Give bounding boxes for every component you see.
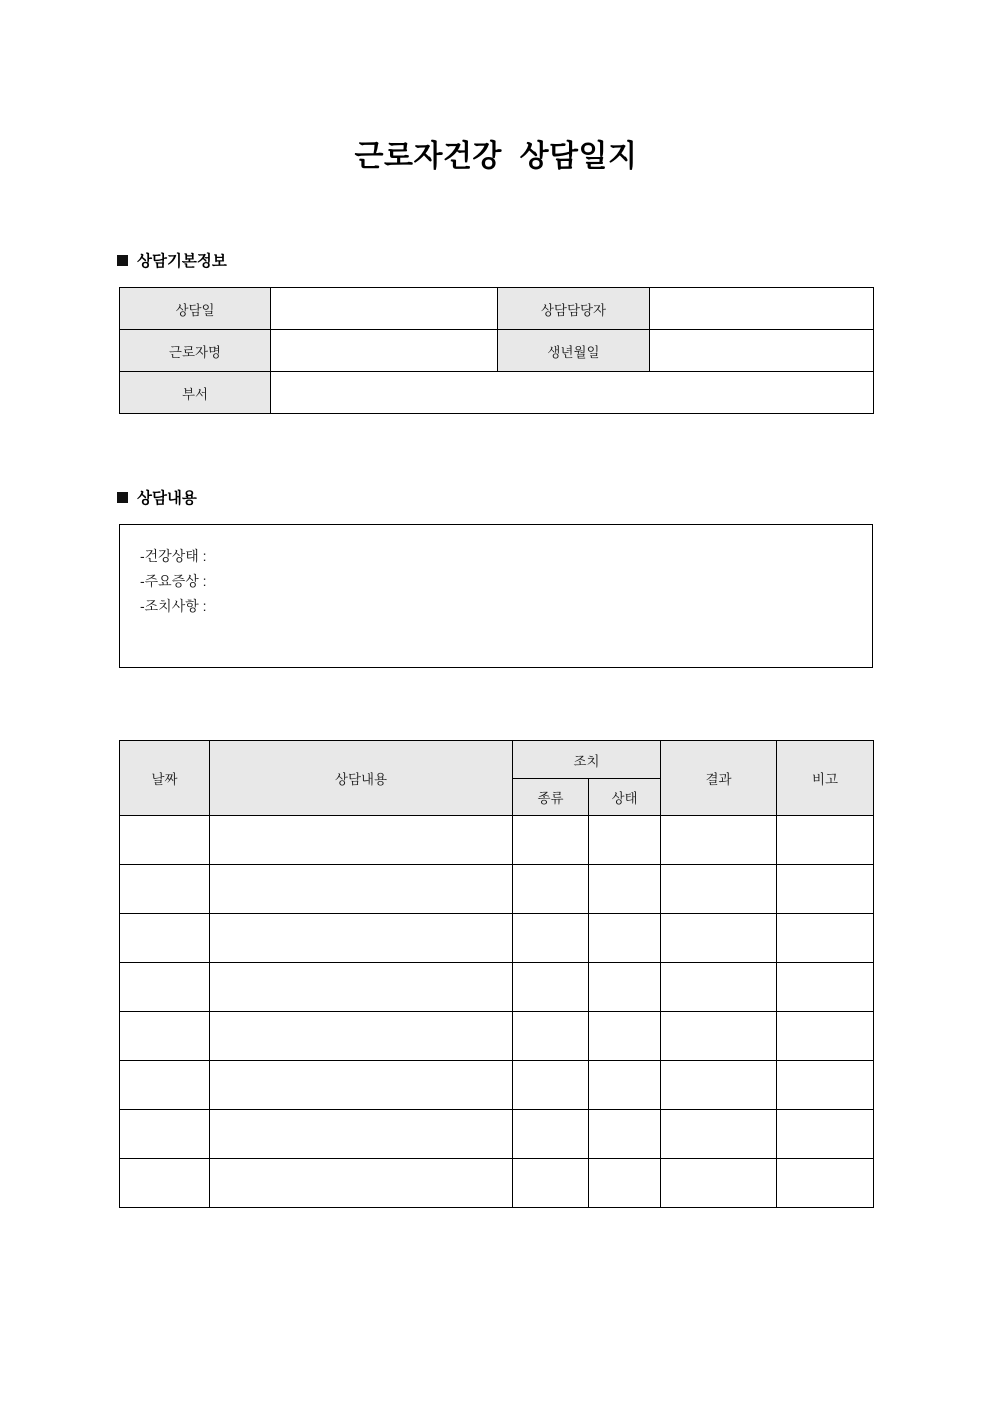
table-row [120,1012,874,1061]
col-header-action-state: 상태 [589,779,661,816]
cell-date[interactable] [120,1061,210,1110]
table-row [120,1110,874,1159]
cell-action-state[interactable] [589,1061,661,1110]
cell-remarks[interactable] [777,816,874,865]
col-header-content: 상담내용 [210,741,513,816]
cell-result[interactable] [661,914,777,963]
cell-action-state[interactable] [589,914,661,963]
cell-action-state[interactable] [589,1012,661,1061]
table-header-row-primary [120,741,874,779]
filled-square-bullet-icon [117,255,128,266]
cell-date[interactable] [120,963,210,1012]
cell-content[interactable] [210,865,513,914]
cell-action-state[interactable] [589,963,661,1012]
cell-result[interactable] [661,1110,777,1159]
cell-date[interactable] [120,1159,210,1208]
table-row [120,914,874,963]
cell-date[interactable] [120,1012,210,1061]
cell-action-state[interactable] [589,1159,661,1208]
cell-content[interactable] [210,914,513,963]
section-heading-consult-content [117,486,197,508]
table-row [120,1159,874,1208]
page-title: 근로자건강 상담일지 [354,140,638,173]
table-row [120,288,874,330]
cell-result[interactable] [661,963,777,1012]
field-consultant[interactable] [650,288,874,330]
cell-result[interactable] [661,1061,777,1110]
cell-action-type[interactable] [513,963,589,1012]
cell-action-type[interactable] [513,914,589,963]
log-table-body [120,816,874,1208]
cell-result[interactable] [661,865,777,914]
consult-line-actions-taken: -조치사항 : [140,598,207,614]
label-department: 부서 [120,372,271,414]
cell-remarks[interactable] [777,1061,874,1110]
consult-content-box[interactable] [119,524,873,668]
col-header-result: 결과 [661,741,777,816]
cell-action-type[interactable] [513,816,589,865]
cell-content[interactable] [210,963,513,1012]
cell-result[interactable] [661,1159,777,1208]
cell-action-type[interactable] [513,1061,589,1110]
cell-content[interactable] [210,1061,513,1110]
cell-action-state[interactable] [589,865,661,914]
cell-date[interactable] [120,914,210,963]
cell-result[interactable] [661,1012,777,1061]
cell-content[interactable] [210,1012,513,1061]
cell-action-state[interactable] [589,816,661,865]
cell-remarks[interactable] [777,1110,874,1159]
table-row [120,816,874,865]
field-department[interactable] [271,372,874,414]
cell-content[interactable] [210,1159,513,1208]
cell-date[interactable] [120,1110,210,1159]
col-header-action-type: 종류 [513,779,589,816]
section-heading-basic-info-label: 상담기본정보 [137,253,227,270]
cell-action-type[interactable] [513,1159,589,1208]
cell-action-state[interactable] [589,1110,661,1159]
cell-content[interactable] [210,816,513,865]
consult-line-health-status: -건강상태 : [140,548,207,564]
cell-remarks[interactable] [777,1159,874,1208]
table-row [120,330,874,372]
cell-date[interactable] [120,816,210,865]
cell-date[interactable] [120,865,210,914]
label-birthdate: 생년월일 [498,330,650,372]
cell-result[interactable] [661,816,777,865]
cell-remarks[interactable] [777,963,874,1012]
cell-action-type[interactable] [513,1110,589,1159]
consult-content-lines [120,525,872,619]
table-row [120,963,874,1012]
consultation-log-table [119,740,874,1208]
col-header-action-group: 조치 [513,741,661,779]
label-consult-date: 상담일 [120,288,271,330]
field-worker-name[interactable] [271,330,498,372]
field-consult-date[interactable] [271,288,498,330]
cell-remarks[interactable] [777,914,874,963]
table-row [120,372,874,414]
field-birthdate[interactable] [650,330,874,372]
cell-content[interactable] [210,1110,513,1159]
table-row [120,1061,874,1110]
filled-square-bullet-icon [117,492,128,503]
consult-line-main-symptoms: -주요증상 : [140,573,207,589]
cell-remarks[interactable] [777,865,874,914]
col-header-remarks: 비고 [777,741,874,816]
col-header-date: 날짜 [120,741,210,816]
cell-action-type[interactable] [513,865,589,914]
label-worker-name: 근로자명 [120,330,271,372]
label-consultant: 상담담당자 [498,288,650,330]
cell-remarks[interactable] [777,1012,874,1061]
table-row [120,865,874,914]
section-heading-consult-content-label: 상담내용 [137,490,197,507]
section-heading-basic-info [117,249,227,271]
cell-action-type[interactable] [513,1012,589,1061]
basic-info-table [119,287,874,414]
